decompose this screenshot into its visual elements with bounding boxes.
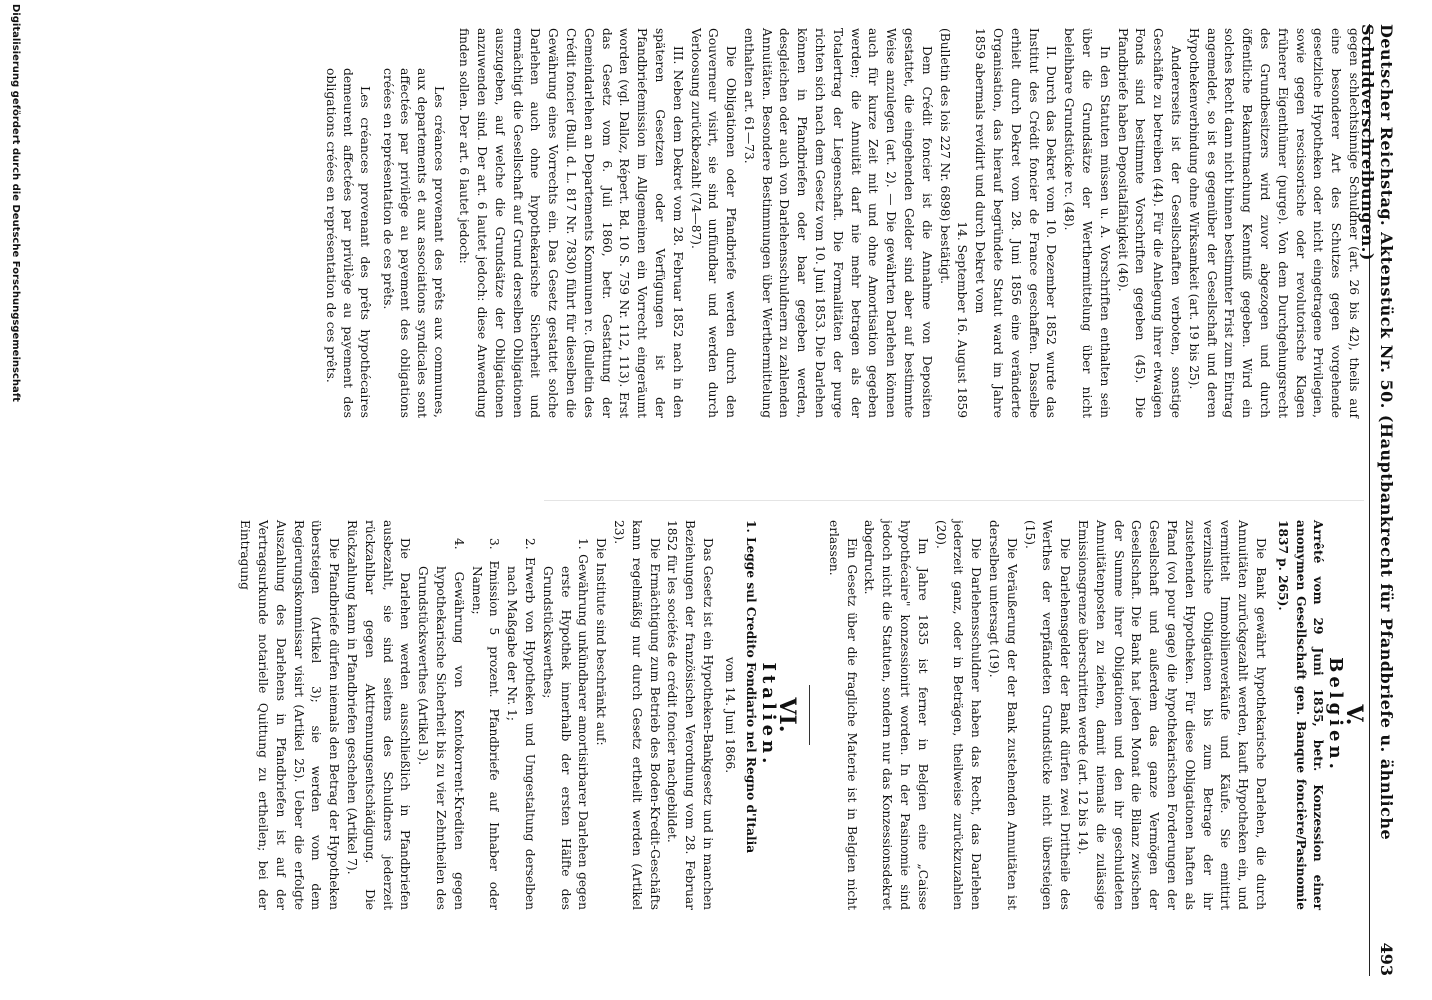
paragraph: Dem Crédit foncier ist die Annahme von Depositen gestattet, die eingehenden Gelder sind aber auf bestimmte Weise anzulegen (art. 2). — Die gewährten Darlehen können auch für kurze Zeit mit und ohne Amortisation gegeben werden; die Annuität darf nie mehr betragen als der Totalertrag der Liegenschaft. Die Formalitäten der purge richten sich nach dem Gesetz vom 10. Juni 1853. Die Darlehen können in Pfandbriefen oder baar gegeben werden, desgleichen oder auch von Darlehensschuldnern zu zahlenden Annuitäten. Besondere Bestimmungen über Werthermittelung enthalten art. 61—73. [741, 28, 934, 418]
paragraph: Im Jahre 1835 ist ferner in Belgien eine „Caisse hypothécaire" konzessionirt worden. In der Pasinomie sind jedoch nicht die Statuten, sondern nur das Konzessionsdekret abgedruckt. [862, 520, 930, 910]
french-quote: Les créances provenant des prêts aux communes, aux departements et aux associations syndicales sont affectées par privilège au payement des obligations créées en représentation de ces prêts. [381, 68, 448, 418]
column-divider [544, 500, 1364, 501]
section-title: Belgien. [1325, 657, 1347, 773]
section-lead: 1. Legge sul Credito Fondiario nel Regno d'Italia [744, 520, 759, 854]
list-item: 1. Gewährung unkündbarer amortisirbarer Darlehen gegen erste Hypothek innerhalb der ersten Hälfte des Grundstückswerthes; [540, 538, 591, 910]
section-title: Italien. [758, 662, 780, 768]
paragraph: Die Darlehen werden ausschließlich in Pfandbriefen ausbezahlt, sie sind seitens des Schuldners jederzeit rückzahlbar gegen Akttrennungsentschädigung. Die Rückzahlung kann in Pfandbriefen geschehen (Artikel 7). [344, 520, 413, 910]
page-number: 493 [1377, 942, 1396, 976]
paragraph: In den Statuten müssen u. A. Vorschriften enthalten sein über die Grundsätze der Werthermittelung über nicht beleihbare Grundstücke rc. (48). [1062, 28, 1112, 418]
paragraph: Die Pfandbriefe dürfen niemals den Betrag der Hypotheken übersteigen (Artikel 3); sie werden vom dem Regierungskommissar visirt (Artikel 25). Ueber die erfolgte Auszahlung des Darlehens in Pfandbriefen ist auf der Vertragsurkunde notarielle Quittung zu ertheilen; bei der Eintragung [238, 520, 342, 910]
left-column [324, 28, 1362, 418]
section-date: vom 14. Juni 1866. [722, 656, 737, 774]
date-left: 14. September [955, 221, 970, 313]
paragraph: Die Darlehensschuldner haben das Recht, das Darlehen jederzeit ganz, oder in Beträgen, theilweise zurückzuzahlen (20). [933, 520, 984, 910]
list-item: 2. Erwerb von Hypotheken und Umgestaltung derselben nach Maßgabe der Nr. 1; [505, 538, 537, 910]
paragraph: Die Bank gewährt hypothekarische Darlehen, die durch Annuitäten zurückgezahlt werden, kauft Hypotheken ein, und vermittelt Immobilienverkäufe und Käufe. Sie emittirt verzinsliche Obligationen bis zum Betrage der ihr zustehenden Hypotheken. Für diese Obligationen haften als Pfand (vol pour gage) die hypothekarischen Forderungen der Gesellschaft und außerdem das ganze Vermögen der Gesellschaft. Die Bank hat jeden Monat die Bilanz zwischen der Summe ihrer Obligationen und den ihr geschuldeten Annuitätenposten zu ziehen, damit niemals die zulässige Emissionsgrenze überschritten werde (art. 12 bis 14). [1076, 520, 1269, 910]
paragraph: gegen schlechtsinnige Schuldner (art. 26 bis 42), theils auf eine besonderer Art des Schutzes gegen vorgehende gesetzliche Hypotheken oder nicht eingetragene Privilegien, sowie gegen rescissorische oder revolutorische Klagen früherer Eigenthümer (purge). Von dem Durchgehungsrecht des Grundbesitzers wird zuvor abgezogen und durch öffentliche Bekanntmachung Kenntniß gegeben. Wird ein solches Recht dann nicht binnen bestimmter Frist zum Eintrag angemeldet, so ist es gegenüber der Gesellschaft und deren Hypothekenverbindung ohne Wirksamkeit (art. 19 bis 25). [1186, 28, 1361, 418]
paragraph: Die Darlehensgelder der Bank dürfen zwei Drittheile des Werthes der verpfändeten Grundstücke nicht übersteigen (15). [1022, 520, 1073, 910]
paragraph: Die Ermächtigung zum Betrieb des Boden-Kredit-Geschäfts kann regelmäßig nur durch Gesetz ertheilt werden (Artikel 23). [611, 520, 662, 910]
paragraph: Die Institute sind beschränkt auf: [594, 538, 609, 746]
digitization-credit [4, 0, 26, 1000]
list-item: 4. Gewährung von Kontokorrent-Krediten gegen hypothekarische Sicherheit bis zu vier Zehntheilen des Grundstückswerthes (Artikel 3). [416, 538, 466, 910]
paragraph: II. Durch das Dekret vom 10. Dezember 1852 wurde das Institut des Crédit foncier de France geschaffen. Dasselbe erhielt durch Dekret vom 28. Juni 1856 eine veränderte Organisation, das hierauf begründete Statut ward im Jahre 1859 abermals revidirt und durch Dekret vom [973, 28, 1059, 418]
paragraph: III. Neben dem Dekret vom 28. Februar 1852 nach in den späteren Gesetzen oder Verfügungen ist der Pfandbriefemission im Allgemeinen ein Vorrecht eingeräumt worden (vgl. Dalloz, Répert. Bd. 10 S. 759 Nr. 112, 113). Erst das Gesetz vom 6. Juli 1860, betr. Gestattung der Gemeindarlehen an Departements Kommunen rc. (Bulletin des Crédit foncier (Bull. d. L. 817 Nr. 7830) führt für dieselben die Gewährung eines Vorrechts ein. Das Gesetz gestattet solche Darlehen auch ohne hypothekarische Sicherheit und ermächtigt die Gesellschaft auf Grund derselben Obligationen auszugeben, auf welche die Grundsätze der Obligationen anzuwenden sind. Der art. 6 lautet jedoch: diese Anwendung finden sollen. Der art. 6 lautet jedoch: [457, 28, 685, 418]
date-right: 16. August 1859 [955, 316, 970, 418]
list-item: 3. Emission 5 prozent. Pfandbriefe auf Inhaber oder Namen; [469, 538, 502, 910]
paragraph: Andererseits ist der Gesellschaften verboten, sonstige Geschäfte zu betreiben (44). Für die Anlegung ihrer etwaigen Fonds sind bestimmte Vorschriften gegeben (45). Die Pfandbriefe haben Depositalfähigkeit (46). [1115, 28, 1184, 418]
paragraph: Die Veräußerung der der Bank zustehenden Annuitäten ist derselben untersagt (19). [987, 520, 1019, 910]
right-column [238, 520, 1367, 910]
page-header [1358, 24, 1398, 976]
paragraph: Das Gesetz ist ein Hypotheken-Bankgesetz und in manchen Beziehungen der französischen Verordnung vom 28. Februar 1852 für les sociétés de crédit foncier nachgebildet. [665, 520, 715, 910]
section-rule [809, 685, 810, 745]
section-number: VI. [774, 697, 801, 733]
date-line [953, 28, 971, 418]
running-title: Deutscher Reichstag. Aktenstück Nr. 50. (Hauptbankrecht für Pfandbriefe u. ähnliche Schuldverschreibungen.) [1358, 24, 1396, 841]
section-lead: Arrêté vom 29 Juni 1835, betr. Konzession einer anonymen Gesellschaft gen. Banque foncière/Pasinomie 1837 p. 265). [1275, 520, 1326, 910]
paragraph: Die Obligationen oder Pfandbriefe werden durch den Gouverneur visirt, sie sind unfündbar und werden durch Verloosung zurückbezahlt (74—87). [688, 28, 739, 418]
numbered-list [413, 520, 591, 910]
section-number: V. [1341, 704, 1367, 726]
credit-text: Digitalisierung gefördert durch die Deutsche Forschungsgemeinschaft [10, 4, 21, 402]
paragraph: (Bulletin des lois 227 Nr. 6898) bestätigt. [937, 28, 952, 284]
french-quote-2: Les créances provenant des prêts hypothécaires demeurent affectées par privilège au payement des obligations créées en représentation de ces prêts. [324, 68, 374, 418]
paragraph: Ein Gesetz über die fragliche Materie ist in Belgien nicht erlassen. [826, 520, 859, 910]
